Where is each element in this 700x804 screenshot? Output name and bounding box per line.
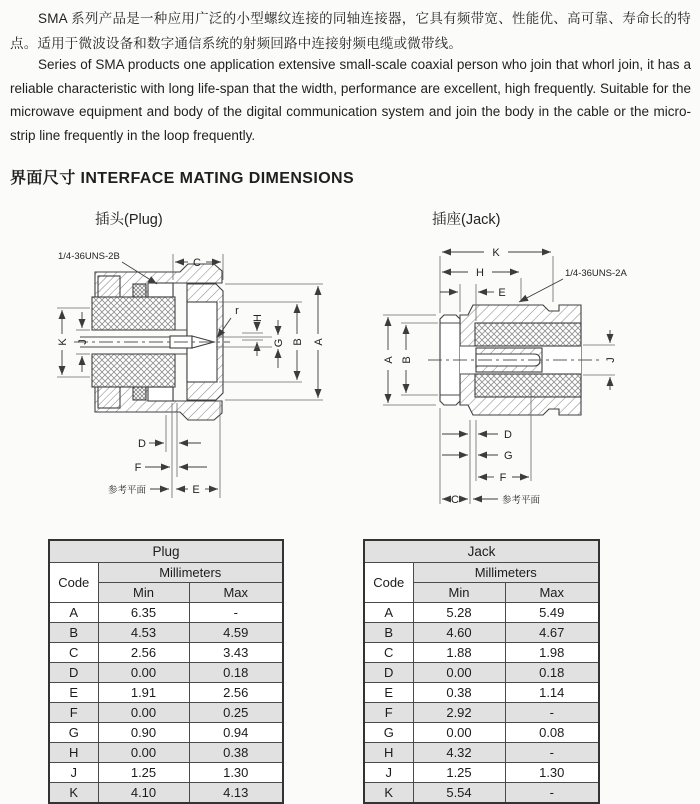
jack-body [428, 305, 600, 415]
dim-code: A [364, 603, 413, 623]
dim-code: E [364, 683, 413, 703]
plug-gasket [133, 284, 146, 298]
jack-thread-label: 1/4-36UNS-2A [565, 268, 627, 279]
dim-max: - [505, 783, 599, 804]
jack-table-title: Jack [364, 540, 599, 563]
table-row [364, 723, 599, 743]
jack-insulator [475, 323, 581, 346]
dim-min: 4.53 [98, 623, 189, 643]
jack-diagram [368, 238, 670, 528]
jack-dim-label-f: F [499, 472, 507, 484]
plug-dim-label-k: K [57, 338, 69, 346]
intro-paragraph-cn: SMA 系列产品是一种应用广泛的小型螺纹连接的同轴连接器，它具有频带宽、性能优、高可靠、寿命长的特点。适用于微波设备和数字通信系统的射频回路中连接射频电缆或微带线。 [10, 11, 691, 51]
table-row [49, 683, 283, 703]
plug-col-unit: Millimeters [98, 563, 283, 583]
table-header-row [364, 563, 599, 583]
dim-max: 4.13 [189, 783, 283, 804]
dim-max: 0.18 [505, 663, 599, 683]
dim-min: 1.91 [98, 683, 189, 703]
plug-table-title: Plug [49, 540, 283, 563]
plug-dim-label-f: F [134, 462, 142, 474]
section-heading-en: INTERFACE MATING DIMENSIONS [80, 170, 355, 187]
plug-dim-label-r: r [235, 305, 239, 317]
table-row [364, 763, 599, 783]
plug-dim-label-b: B [292, 338, 304, 346]
dim-min: 0.00 [98, 743, 189, 763]
table-row [49, 763, 283, 783]
dim-code: C [364, 643, 413, 663]
dim-max: - [505, 743, 599, 763]
dim-code: D [49, 663, 98, 683]
dim-code: J [49, 763, 98, 783]
dim-code: F [49, 703, 98, 723]
dim-max: 4.59 [189, 623, 283, 643]
jack-dim-label-j: J [605, 357, 617, 363]
plug-dim-label-j: J [77, 339, 89, 345]
table-row [364, 603, 599, 623]
dim-code: F [364, 703, 413, 723]
dim-code: K [364, 783, 413, 804]
jack-col-unit: Millimeters [413, 563, 599, 583]
dim-min: 0.00 [413, 663, 505, 683]
jack-dim-label-g: G [504, 450, 513, 462]
dim-max: 1.98 [505, 643, 599, 663]
jack-dimension-table [363, 539, 600, 804]
table-row [49, 663, 283, 683]
plug-diagram-title: 插头(Plug) [95, 212, 163, 228]
jack-ref-plane-label: 参考平面 [502, 495, 541, 506]
dim-max: 1.14 [505, 683, 599, 703]
plug-dim-label-g: G [273, 338, 285, 348]
dim-code: J [364, 763, 413, 783]
dim-max: 0.18 [189, 663, 283, 683]
jack-dim-label-c: C [451, 494, 459, 506]
plug-dim-label-c: C [193, 257, 201, 269]
jack-dim-label-a: A [383, 356, 395, 364]
dim-min: 5.54 [413, 783, 505, 804]
table-row [49, 603, 283, 623]
plug-thread-label: 1/4-36UNS-2B [58, 251, 120, 262]
plug-hex-section [98, 276, 120, 298]
table-header-row [49, 563, 283, 583]
jack-col-min: Min [413, 583, 505, 603]
dim-max: 0.08 [505, 723, 599, 743]
dim-min: 2.56 [98, 643, 189, 663]
dim-min: 0.38 [413, 683, 505, 703]
jack-col-max: Max [505, 583, 599, 603]
table-row [364, 703, 599, 723]
plug-col-code: Code [49, 563, 98, 603]
dim-code: B [49, 623, 98, 643]
dim-code: G [364, 723, 413, 743]
table-row [364, 663, 599, 683]
dim-min: 0.00 [98, 663, 189, 683]
table-row [364, 683, 599, 703]
table-row [364, 623, 599, 643]
plug-body [74, 264, 230, 420]
plug-diagram [30, 240, 330, 512]
table-row [49, 703, 283, 723]
dim-code: H [364, 743, 413, 763]
dim-min: 4.60 [413, 623, 505, 643]
dim-max: 0.38 [189, 743, 283, 763]
dim-min: 1.88 [413, 643, 505, 663]
jack-dim-label-k: K [492, 247, 500, 259]
jack-diagram-title: 插座(Jack) [432, 212, 501, 228]
table-row [364, 783, 599, 804]
jack-dim-label-d: D [504, 429, 512, 441]
dim-max: 5.49 [505, 603, 599, 623]
dim-min: 4.10 [98, 783, 189, 804]
plug-dimension-table [48, 539, 284, 804]
dim-max: 1.30 [505, 763, 599, 783]
intro-paragraph-en: Series of SMA products one application extensive small-scale coaxial person who join that whorl join, it has a reliable characteristic with long life-span that the width, performance are excellent, high frequently. Suitable for the microwave equipment and body of the digital communication system and join the body in the cable or the micro-strip line frequently in the loop frequently. [10, 57, 691, 143]
table-row [49, 643, 283, 663]
dim-max: 0.25 [189, 703, 283, 723]
table-row [49, 743, 283, 763]
table-row [49, 723, 283, 743]
dim-code: H [49, 743, 98, 763]
jack-dim-label-e: E [498, 287, 506, 299]
plug-col-min: Min [98, 583, 189, 603]
dim-code: B [364, 623, 413, 643]
dim-min: 0.00 [98, 703, 189, 723]
dim-min: 1.25 [98, 763, 189, 783]
plug-dim-label-d: D [138, 438, 146, 450]
dim-max: 0.94 [189, 723, 283, 743]
plug-dim-label-h: H [252, 314, 264, 322]
dim-min: 5.28 [413, 603, 505, 623]
dim-min: 4.32 [413, 743, 505, 763]
table-row [364, 743, 599, 763]
table-row [364, 643, 599, 663]
dim-max: - [505, 703, 599, 723]
dim-max: - [189, 603, 283, 623]
plug-insulator [92, 297, 175, 330]
dim-code: G [49, 723, 98, 743]
dim-min: 0.00 [413, 723, 505, 743]
table-row [49, 783, 283, 804]
plug-col-max: Max [189, 583, 283, 603]
jack-dim-label-b: B [401, 356, 413, 364]
section-heading [10, 165, 354, 188]
dim-code: C [49, 643, 98, 663]
jack-col-code: Code [364, 563, 413, 603]
plug-dim-label-a: A [313, 338, 325, 346]
dim-max: 3.43 [189, 643, 283, 663]
dim-min: 2.92 [413, 703, 505, 723]
table-row [49, 623, 283, 643]
dim-min: 0.90 [98, 723, 189, 743]
dim-code: A [49, 603, 98, 623]
dim-max: 2.56 [189, 683, 283, 703]
plug-dim-label-e: E [192, 484, 200, 496]
section-heading-cn: 界面尺寸 [10, 170, 76, 187]
dim-code: D [364, 663, 413, 683]
dim-code: E [49, 683, 98, 703]
plug-ref-plane-label: 参考平面 [107, 485, 147, 496]
table-title-row [49, 540, 283, 563]
dim-min: 1.25 [413, 763, 505, 783]
dim-min: 6.35 [98, 603, 189, 623]
table-title-row [364, 540, 599, 563]
dim-max: 4.67 [505, 623, 599, 643]
jack-dim-label-h: H [476, 267, 484, 279]
dim-max: 1.30 [189, 763, 283, 783]
jack-thread-leader [519, 279, 563, 302]
dim-code: K [49, 783, 98, 804]
